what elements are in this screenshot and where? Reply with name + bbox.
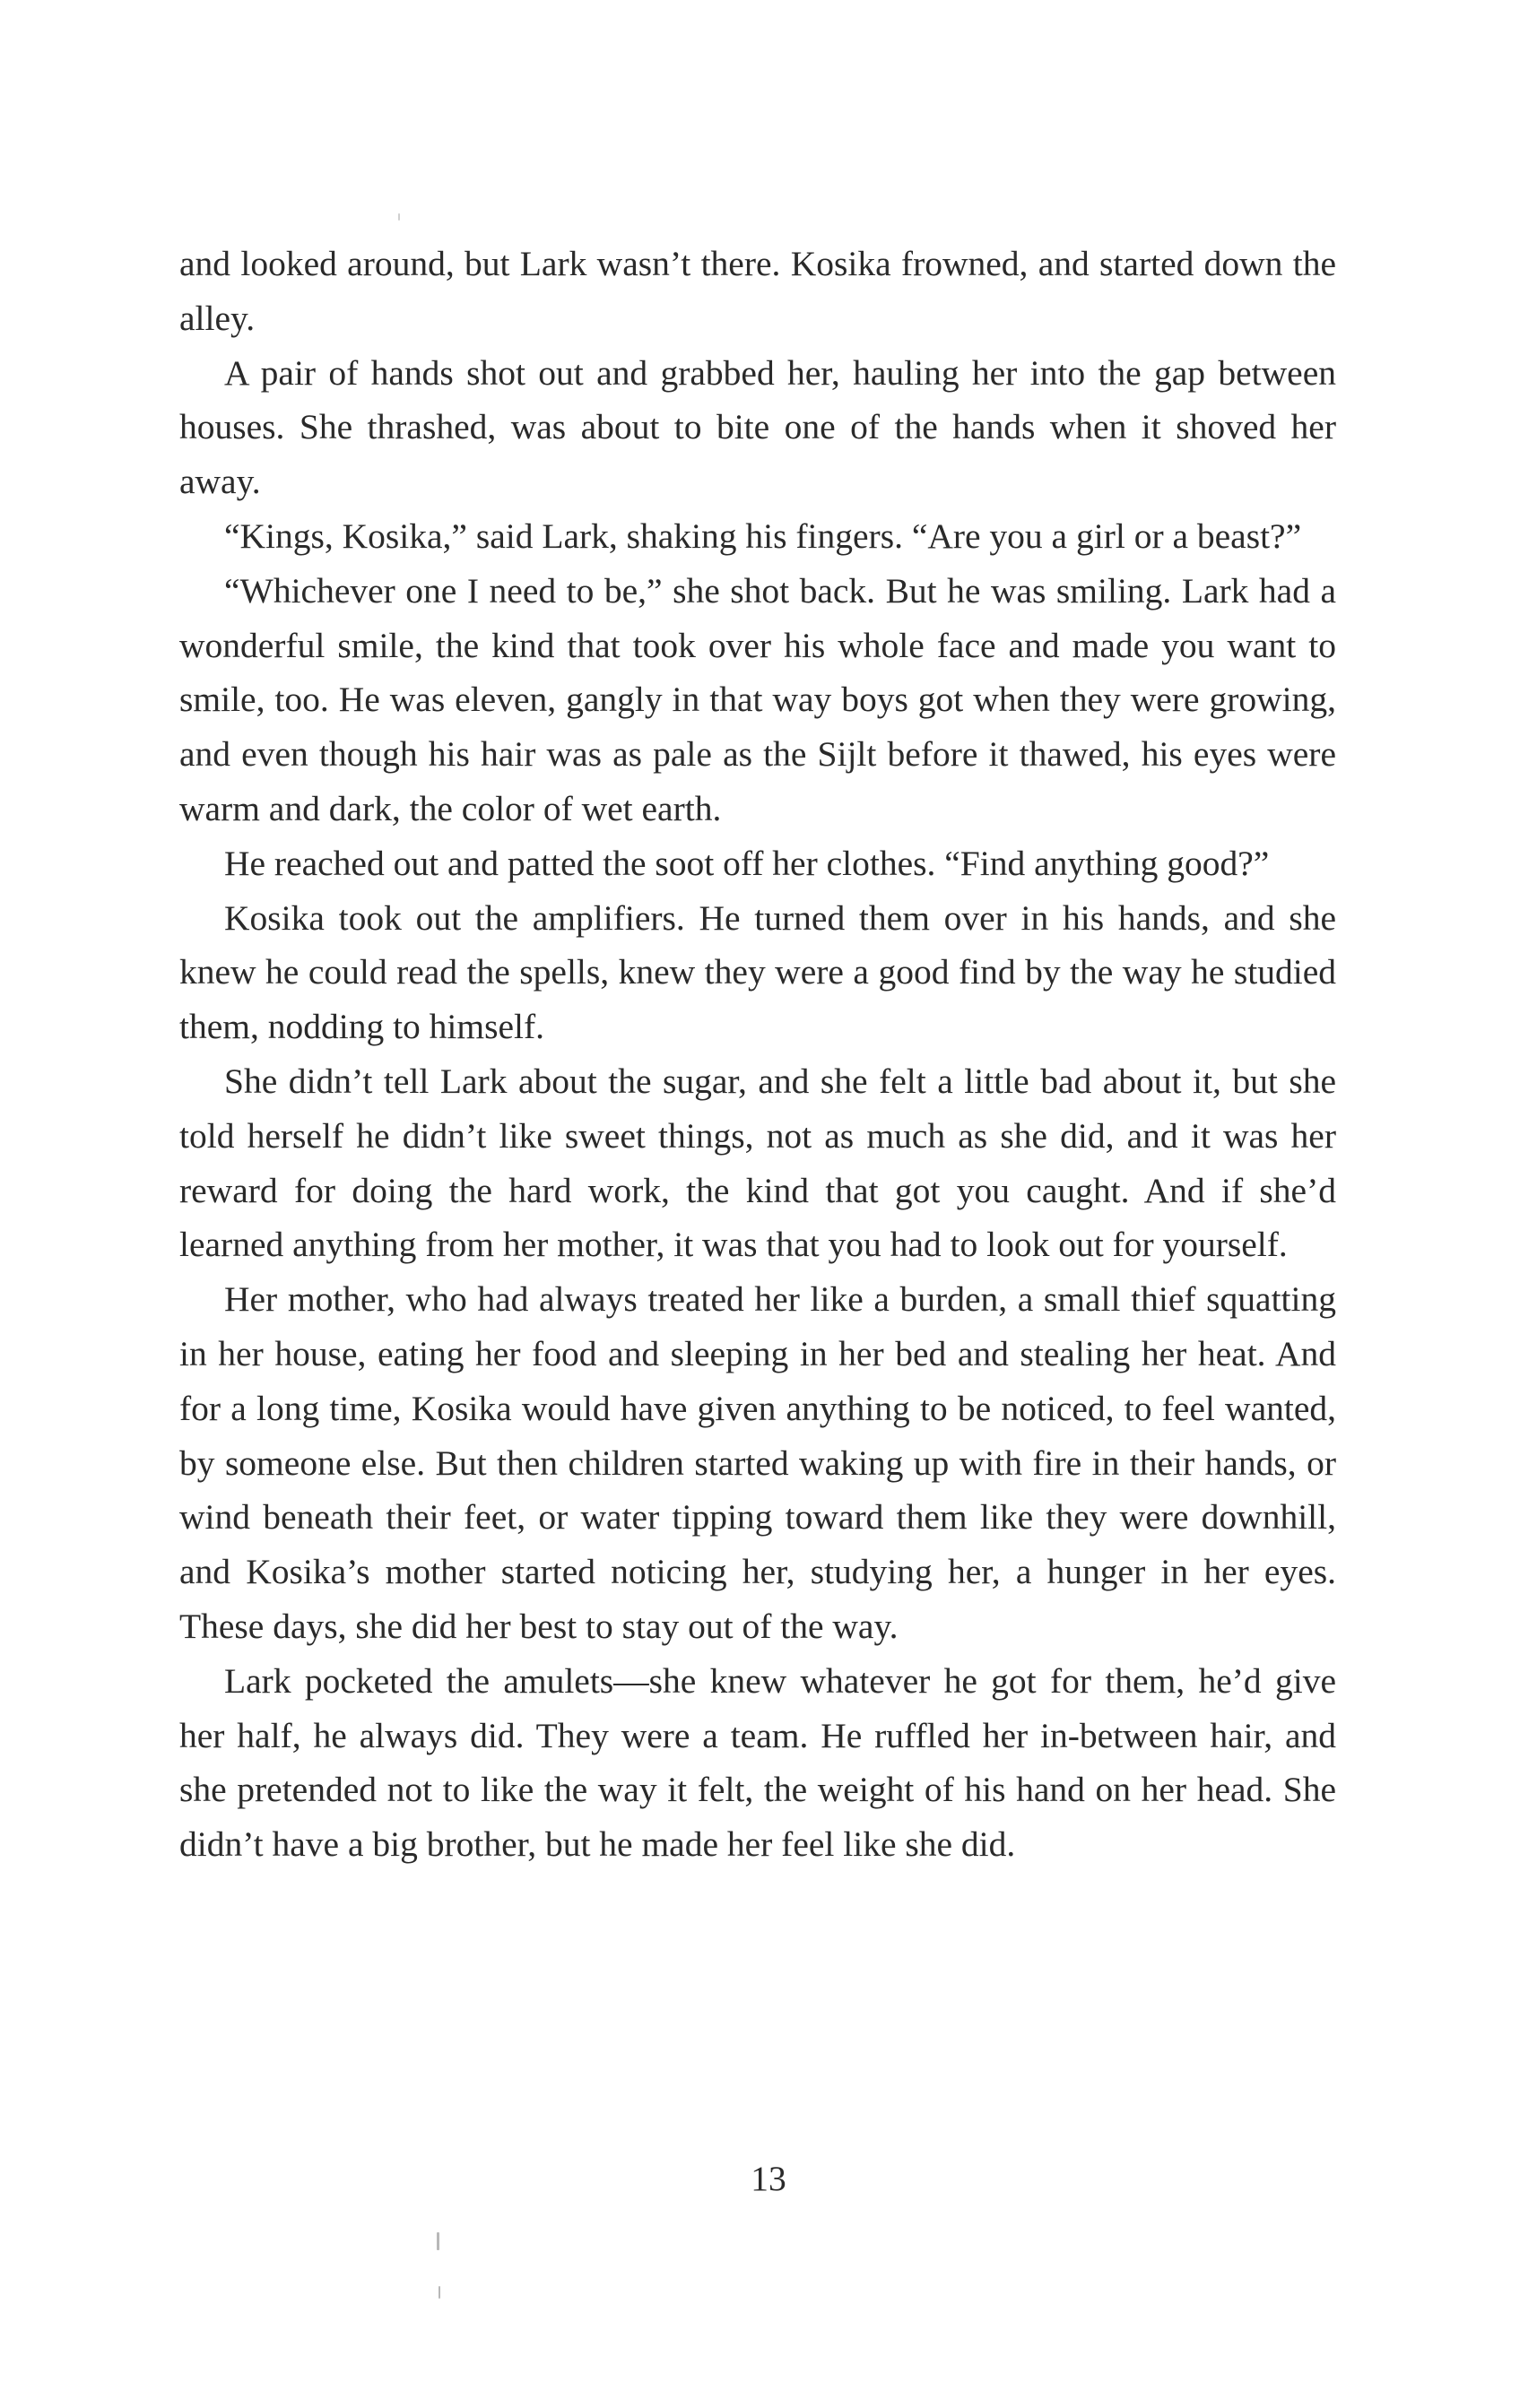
scan-speck <box>398 213 400 221</box>
paragraph: Her mother, who had always treated her like a burden, a small thief squatting in her house, eating her food and sleeping in her bed and stealing her heat. And for a long time, Kosika would have given anything to be noticed, to feel wanted, by someone else. But then children started waking up with fire in their hands, or wind beneath their feet, or water tipping toward them like they were downhill, and Kosika’s mother started noticing her, studying her, a hunger in her eyes. These days, she did her best to stay out of the way. <box>179 1279 1336 1646</box>
paragraph: He reached out and patted the soot off her clothes. “Find anything good?” <box>224 843 1270 883</box>
paragraph: “Whichever one I need to be,” she shot back. But he was smiling. Lark had a wonderful smile, the kind that took over his whole face and made you want to smile, too. He was eleven, gangly in that way boys got when they were growing, and even though his hair was as pale as the Sijlt before it thawed, his eyes were warm and dark, the color of wet earth. <box>179 570 1336 828</box>
scan-speck <box>437 2232 439 2250</box>
body-text <box>179 237 1336 1872</box>
paragraph: She didn’t tell Lark about the sugar, and she felt a little bad about it, but she told herself he didn’t like sweet things, not as much as she did, and it was her reward for doing the hard work, the kind that got you caught. And if she’d learned anything from her mother, it was that you had to look out for yourself. <box>179 1061 1336 1265</box>
paragraph: Kosika took out the amplifiers. He turned them over in his hands, and she knew he could read the spells, knew they were a good find by the way he studied them, nodding to himself. <box>179 897 1336 1047</box>
paragraph: Lark pocketed the amulets—she knew whatever he got for them, he’d give her half, he always did. They were a team. He ruffled her in-between hair, and she pretended not to like the way it felt, the weight of his hand on her head. She didn’t have a big brother, but he made her feel like she did. <box>179 1660 1336 1865</box>
paragraph: “Kings, Kosika,” said Lark, shaking his fingers. “Are you a girl or a beast?” <box>224 515 1302 556</box>
paragraph: A pair of hands shot out and grabbed her, hauling her into the gap between houses. She thrashed, was about to bite one of the hands when it shoved her away. <box>179 352 1336 502</box>
paragraph: and looked around, but Lark wasn’t there. Kosika frowned, and started down the alley. <box>179 244 1336 338</box>
scan-speck <box>439 2286 440 2299</box>
page-number: 13 <box>751 2159 786 2198</box>
